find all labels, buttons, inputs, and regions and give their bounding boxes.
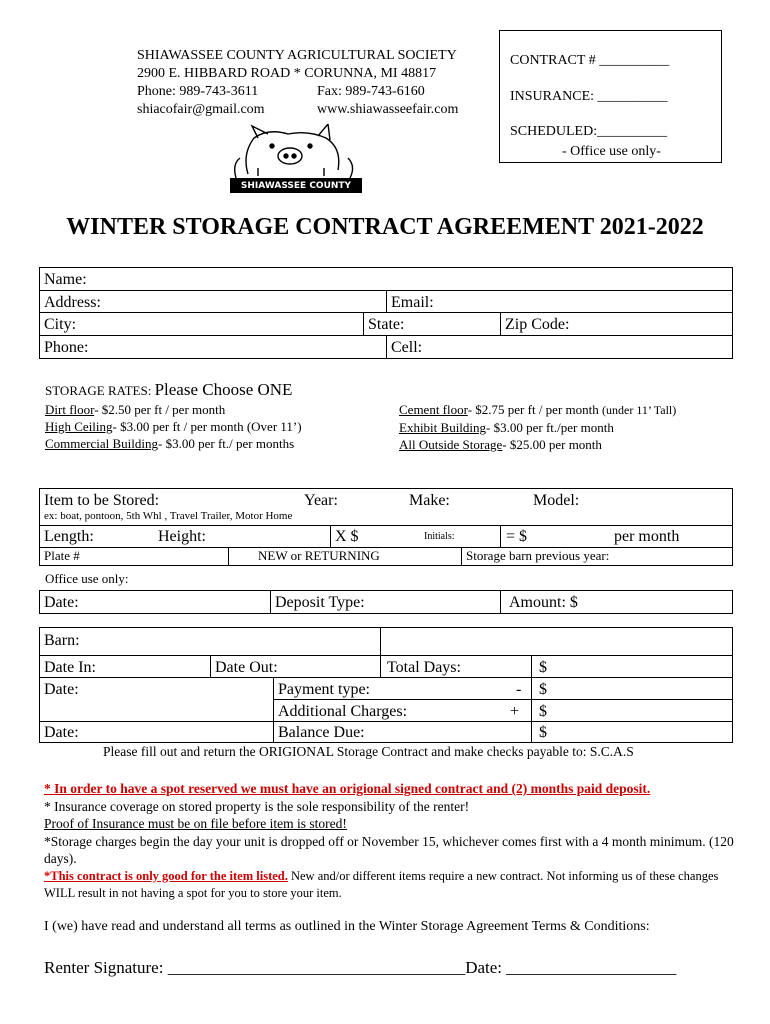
deposit-date-field[interactable]: Date: (44, 594, 79, 611)
rate-option (45, 435, 302, 452)
state-field[interactable]: State: (368, 316, 405, 333)
page-title: WINTER STORAGE CONTRACT AGREEMENT 2021-2022 (66, 214, 704, 240)
signature-row (44, 958, 676, 978)
rate-note: (under 11’ Tall) (602, 403, 677, 417)
terms-section (44, 780, 734, 903)
city-field[interactable]: City: (44, 316, 77, 333)
rate-price: - $3.00 per ft / per month (Over 11’) (112, 419, 302, 434)
rate-multiplier-field[interactable]: X $ (335, 528, 359, 545)
balance-date-field[interactable]: Date: (44, 724, 79, 741)
office-use-label: Office use only: (45, 571, 129, 586)
office-use-note: - Office use only- (562, 144, 661, 159)
office-use-box (499, 30, 722, 163)
height-field[interactable]: Height: (158, 528, 206, 545)
contract-number-field: CONTRACT # __________ (510, 53, 670, 68)
rate-option (399, 419, 676, 436)
storage-rates-heading (45, 381, 292, 399)
dollar-sign: $ (539, 724, 547, 741)
rates-label: STORAGE RATES: (45, 383, 152, 398)
additional-charges-field[interactable]: Additional Charges: (278, 703, 408, 720)
org-phone: Phone: 989-743-3611 (137, 84, 259, 99)
rate-name[interactable]: All Outside Storage (399, 437, 503, 452)
rate-option (399, 436, 676, 453)
initials-field[interactable]: Initials: (424, 531, 455, 542)
contract-item-term (44, 868, 734, 903)
choose-one-label: Please Choose ONE (154, 380, 293, 399)
rate-name[interactable]: Commercial Building (45, 436, 159, 451)
rate-price: - $2.75 per ft / per month (467, 402, 599, 417)
renter-signature-field[interactable]: Renter Signature: ___________________________________ (44, 958, 466, 977)
rate-option (45, 401, 302, 418)
name-field[interactable]: Name: (44, 271, 87, 288)
dollar-sign: $ (539, 681, 547, 698)
barn-field[interactable]: Barn: (44, 632, 80, 649)
date-out-field[interactable]: Date Out: (215, 659, 278, 676)
payment-date-field[interactable]: Date: (44, 681, 79, 698)
org-email: shiacofair@gmail.com (137, 102, 265, 117)
balance-due-field[interactable]: Balance Due: (278, 724, 365, 741)
acknowledgement: I (we) have read and understand all terms as outlined in the Winter Storage Agreement Terms & Conditions: (44, 919, 650, 934)
total-days-field[interactable]: Total Days: (387, 659, 461, 676)
zip-field[interactable]: Zip Code: (505, 316, 570, 333)
dollar-sign: $ (539, 703, 547, 720)
phone-field[interactable]: Phone: (44, 339, 89, 356)
date-in-field[interactable]: Date In: (44, 659, 96, 676)
minus-sign: - (516, 681, 522, 698)
storage-barn-field[interactable]: Storage barn previous year: (466, 548, 610, 563)
rate-option (45, 418, 302, 435)
rate-name[interactable]: Exhibit Building (399, 420, 487, 435)
rate-price: - $3.00 per ft./ per months (158, 436, 295, 451)
length-field[interactable]: Length: (44, 528, 94, 545)
new-returning-field[interactable]: NEW or RETURNING (258, 548, 380, 563)
org-name: SHIAWASSEE COUNTY AGRICULTURAL SOCIETY (137, 48, 457, 63)
logo-text: SHIAWASSEE COUNTY FAIR (240, 181, 352, 205)
rate-name[interactable]: Cement floor (399, 402, 468, 417)
deposit-amount-field[interactable]: Amount: $ (509, 594, 578, 611)
deposit-row (39, 590, 733, 614)
org-address: 2900 E. HIBBARD ROAD * CORUNNA, MI 48817 (137, 66, 437, 81)
org-fax: Fax: 989-743-6160 (317, 84, 425, 99)
rate-name[interactable]: High Ceiling (45, 419, 113, 434)
rate-price: - $2.50 per ft / per month (94, 402, 226, 417)
item-example: ex: boat, pontoon, 5th Whl , Travel Trailer, Motor Home (44, 510, 293, 522)
payment-type-field[interactable]: Payment type: (278, 681, 370, 698)
charges-term: *Storage charges begin the day your unit is dropped off or November 15, whichever comes first with a 4 month minimum. (120 days). (44, 833, 734, 866)
address-field[interactable]: Address: (44, 294, 101, 311)
org-website: www.shiawasseefair.com (317, 102, 459, 117)
per-month-label: per month (614, 528, 680, 545)
fair-logo (228, 124, 364, 205)
plate-field[interactable]: Plate # (44, 548, 80, 563)
deposit-type-field[interactable]: Deposit Type: (275, 594, 365, 611)
signature-date-field[interactable]: Date: ____________________ (465, 958, 677, 977)
rates-right-list (399, 401, 676, 453)
proof-term: Proof of Insurance must be on file before item is stored! (44, 816, 347, 831)
dollar-sign: $ (539, 659, 547, 676)
model-field[interactable]: Model: (533, 492, 580, 509)
return-instructions: Please fill out and return the ORIGIONAL Storage Contract and make checks payable to: S.C.A.S (103, 744, 634, 759)
insurance-term: * Insurance coverage on stored property is the sole responsibility of the renter! (44, 798, 470, 814)
monthly-total-field[interactable]: = $ (506, 528, 528, 545)
insurance-field: INSURANCE: __________ (510, 89, 668, 104)
barn-block (39, 627, 733, 743)
only-good-term: *This contract is only good for the item listed. (44, 868, 288, 883)
year-field[interactable]: Year: (304, 492, 338, 509)
scheduled-field: SCHEDULED:__________ (510, 124, 668, 139)
email-field[interactable]: Email: (391, 294, 434, 311)
only-good-rest: New and/or different items require a new contract. Not informing us of these changes WILL result in not having a spot for you to store your item. (44, 868, 719, 900)
rate-price: - $25.00 per month (502, 437, 602, 452)
cell-field[interactable]: Cell: (391, 339, 423, 356)
rate-option (399, 401, 676, 419)
reserve-term: * In order to have a spot reserved we must have an origional signed contract and (2) months paid deposit. (44, 781, 651, 796)
rates-left-list (45, 401, 302, 452)
rate-price: - $3.00 per ft./per month (486, 420, 614, 435)
plus-sign: + (510, 703, 520, 720)
item-stored-field[interactable]: Item to be Stored: (44, 492, 160, 509)
rate-name[interactable]: Dirt floor (45, 402, 95, 417)
organization-header (137, 47, 458, 119)
make-field[interactable]: Make: (409, 492, 450, 509)
